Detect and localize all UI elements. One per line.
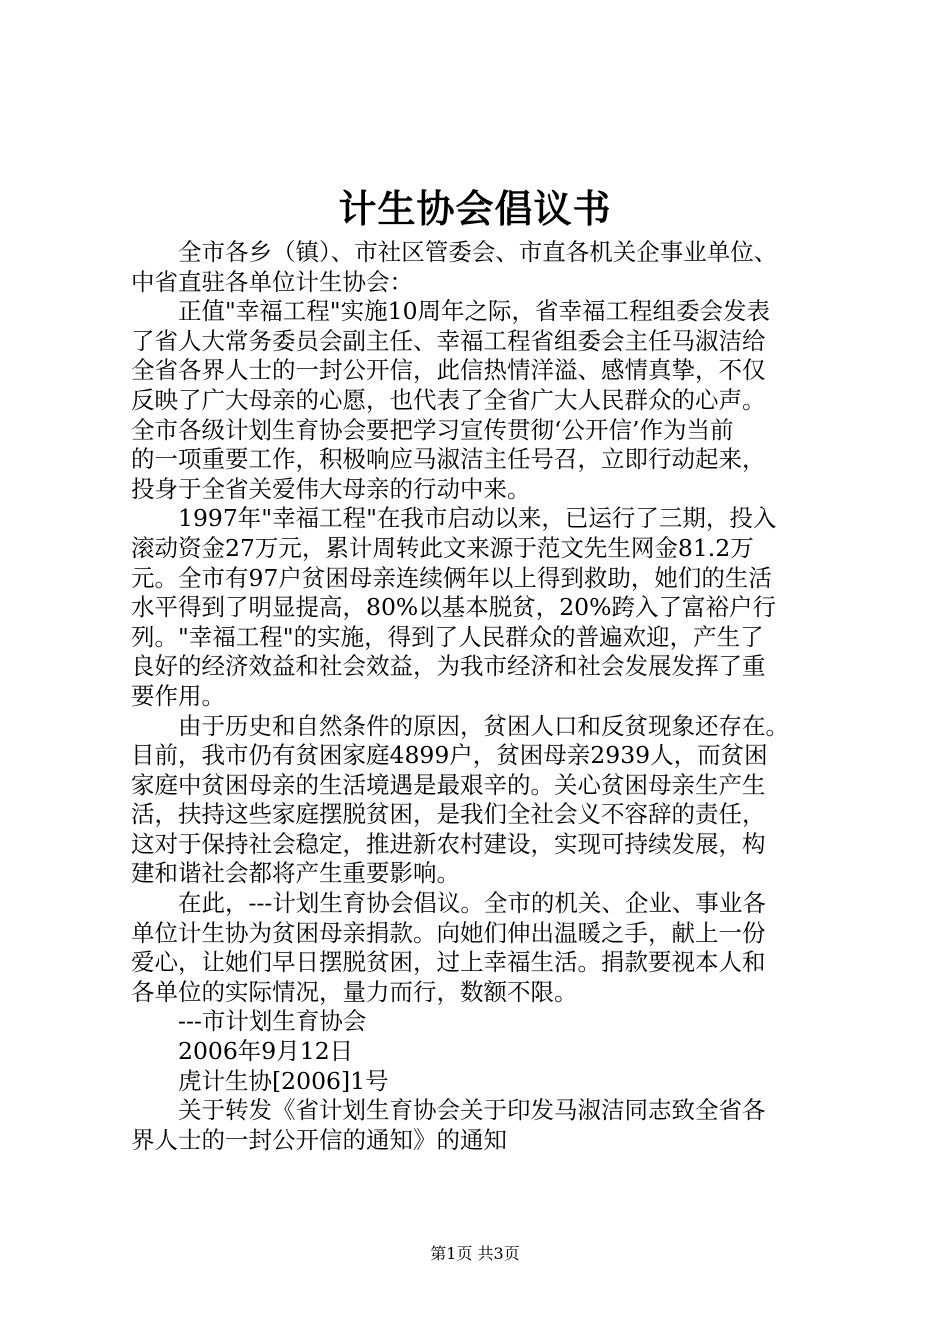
body-paragraph: 在此，---计划生育协会倡议。全市的机关、企业、事业各 单位计生协为贫困母亲捐款。向她们伸出温暖之手，献上一份 爱心，让她们早日摆脱贫困，过上幸福生活。捐款要视本人和 各单位的实际情况，量力而行，数额不限。: [131, 889, 766, 1006]
document-number-line: 虎计生协[2006]1号: [178, 1066, 389, 1095]
signature-line: ---市计划生育协会: [178, 1007, 367, 1036]
body-paragraph: 正值"幸福工程"实施10周年之际，省幸福工程组委会发表 了省人大常务委员会副主任、幸福工程省组委会主任马淑洁给 全省各界人士的一封公开信，此信热情洋溢、感情真挚，不仅 反映了广大母亲的心愿，也代表了全省广大人民群众的心声。 全市各级计划生育协会要把学习宣传贯彻‘公开信’作为当前 的一项重要工作，积极响应马淑洁主任号召，立即行动起来， 投身于全省关爱伟大母亲的行动中来。: [131, 297, 771, 503]
body-paragraph: 1997年"幸福工程"在我市启动以来，已运行了三期，投入 滚动资金27万元，累计周转此文来源于范文先生网金81.2万 元。全市有97户贫困母亲连续俩年以上得到救助，她们的生活 水平得到了明显提高，80%以基本脱贫，20%跨入了富裕户行 列。"幸福工程"的实施，得到了人民群众的普遍欢迎，产生了 良好的经济效益和社会效益，为我市经济和社会发展发挥了重 要作用。: [131, 504, 777, 710]
forward-notice-title: 关于转发《省计划生育协会关于印发马淑洁同志致全省各 界人士的一封公开信的通知》的通知: [131, 1096, 766, 1154]
page-number-footer: 第1页 共3页: [430, 1244, 520, 1263]
document-title: 计生协会倡议书: [338, 186, 612, 231]
date-line: 2006年9月12日: [178, 1037, 354, 1066]
body-paragraph: 由于历史和自然条件的原因，贫困人口和反贫现象还存在。 目前，我市仍有贫困家庭4899户，贫困母亲2939人，而贫困 家庭中贫困母亲的生活境遇是最艰辛的。关心贫困母亲生产生 活，扶持这些家庭摆脱贫困，是我们全社会义不容辞的责任， 这对于保持社会稳定，推进新农村建设，实现可持续发展，构 建和谐社会都将产生重要影响。: [131, 711, 789, 888]
salutation-paragraph: 全市各乡（镇）、市社区管委会、市直各机关企事业单位、 中省直驻各单位计生协会：: [131, 238, 778, 296]
document-body: [131, 238, 843, 1155]
